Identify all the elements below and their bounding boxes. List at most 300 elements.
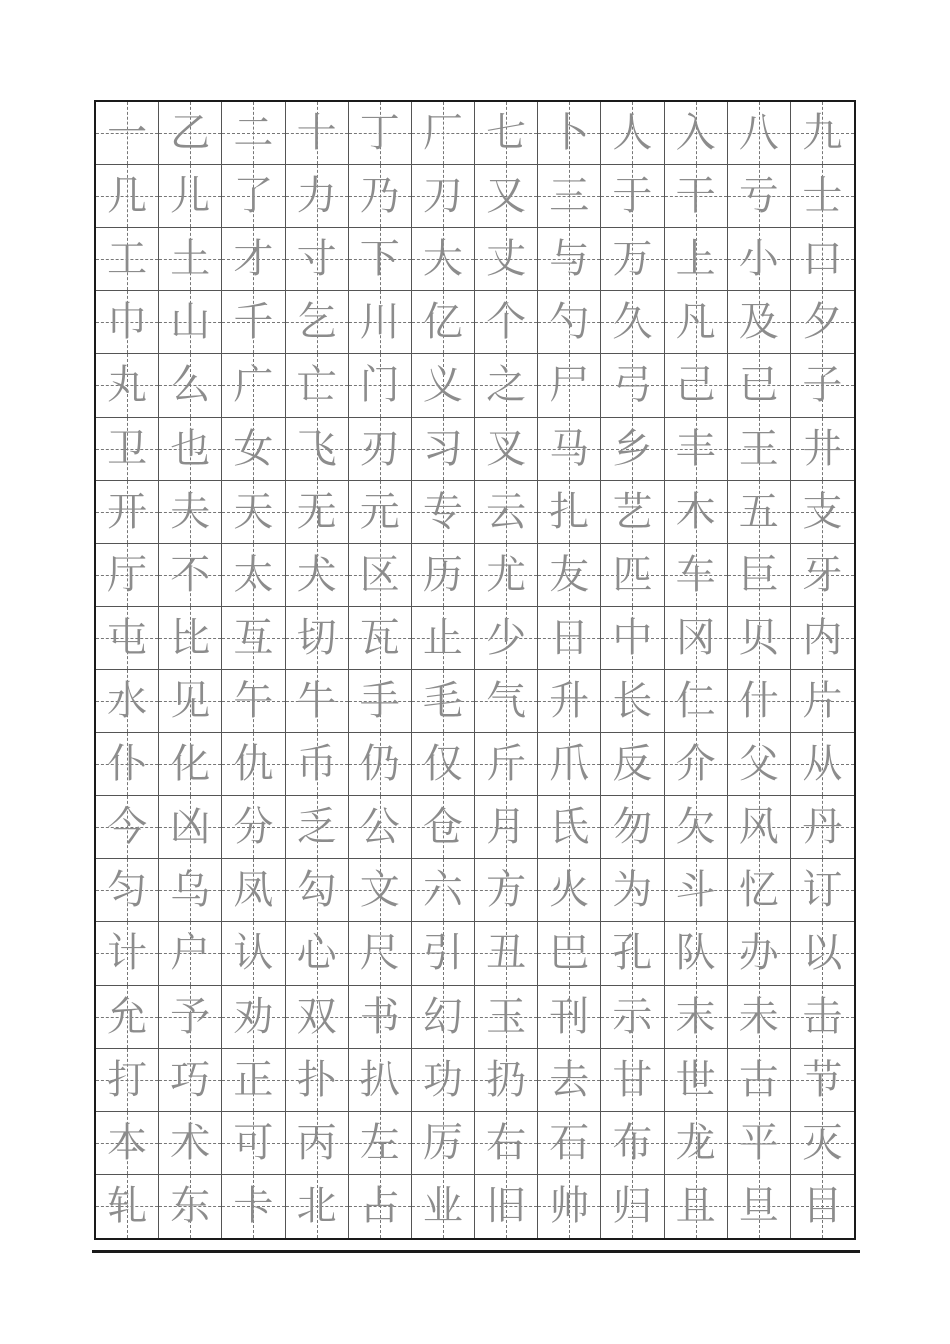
grid-cell	[728, 796, 791, 859]
tracing-character: 北	[296, 1183, 337, 1230]
tracing-character: 予	[170, 993, 211, 1040]
grid-cell	[286, 859, 349, 922]
grid-cell	[412, 481, 475, 544]
tracing-character: 爪	[549, 741, 590, 788]
grid-cell	[159, 1175, 222, 1238]
tracing-character: 风	[738, 804, 779, 851]
grid-cell	[412, 354, 475, 417]
grid-cell	[349, 1112, 412, 1175]
grid-cell	[665, 228, 728, 291]
grid-cell	[791, 859, 854, 922]
tracing-character: 从	[802, 741, 843, 788]
tracing-character: 尺	[359, 930, 400, 977]
grid-cell	[791, 986, 854, 1049]
tracing-character: 亏	[738, 173, 779, 220]
grid-cell	[159, 102, 222, 165]
tracing-character: 节	[802, 1056, 843, 1103]
grid-cell	[412, 544, 475, 607]
grid-cell	[222, 228, 285, 291]
tracing-character: 仅	[422, 741, 463, 788]
tracing-character: 无	[296, 488, 337, 535]
tracing-character: 川	[359, 299, 400, 346]
grid-cell	[475, 1175, 538, 1238]
grid-cell	[222, 1049, 285, 1112]
tracing-character: 孔	[612, 930, 653, 977]
grid-cell	[159, 1112, 222, 1175]
grid-cell	[286, 102, 349, 165]
tracing-character: 六	[422, 867, 463, 914]
grid-cell	[601, 102, 664, 165]
grid-cell	[475, 922, 538, 985]
grid-cell	[665, 544, 728, 607]
tracing-character: 力	[296, 173, 337, 220]
tracing-character: 尸	[549, 362, 590, 409]
grid-cell	[665, 102, 728, 165]
tracing-character: 门	[359, 362, 400, 409]
grid-cell	[159, 922, 222, 985]
grid-cell	[791, 165, 854, 228]
grid-cell	[96, 1049, 159, 1112]
grid-cell	[538, 418, 601, 481]
tracing-character: 户	[170, 930, 211, 977]
tracing-character: 方	[486, 867, 527, 914]
tracing-character: 广	[233, 362, 274, 409]
grid-cell	[159, 354, 222, 417]
grid-cell	[349, 354, 412, 417]
grid-cell	[728, 607, 791, 670]
tracing-character: 乃	[359, 173, 400, 220]
grid-cell	[96, 228, 159, 291]
tracing-character: 允	[107, 993, 148, 1040]
tracing-character: 玉	[486, 993, 527, 1040]
tracing-character: 丑	[486, 930, 527, 977]
grid-cell	[412, 1049, 475, 1112]
tracing-character: 灭	[802, 1119, 843, 1166]
tracing-character: 山	[170, 299, 211, 346]
tracing-character: 大	[422, 236, 463, 283]
grid-cell	[728, 1175, 791, 1238]
tracing-character: 水	[107, 678, 148, 725]
tracing-character: 万	[612, 236, 653, 283]
grid-cell	[538, 165, 601, 228]
grid-cell	[728, 544, 791, 607]
grid-cell	[665, 922, 728, 985]
grid-cell	[601, 418, 664, 481]
grid-cell	[538, 733, 601, 796]
tracing-character: 冈	[675, 614, 716, 661]
grid-cell	[475, 607, 538, 670]
tracing-character: 古	[738, 1056, 779, 1103]
tracing-character: 凶	[170, 804, 211, 851]
grid-cell	[475, 1112, 538, 1175]
grid-cell	[791, 1112, 854, 1175]
tracing-character: 仁	[675, 678, 716, 725]
grid-cell	[791, 418, 854, 481]
grid-cell	[538, 481, 601, 544]
tracing-character: 乌	[170, 867, 211, 914]
grid-cell	[601, 859, 664, 922]
tracing-character: 叉	[486, 425, 527, 472]
grid-cell	[791, 228, 854, 291]
tracing-character: 反	[612, 741, 653, 788]
tracing-character: 子	[802, 362, 843, 409]
grid-cell	[96, 291, 159, 354]
tracing-character: 刃	[359, 425, 400, 472]
tracing-character: 今	[107, 804, 148, 851]
tracing-character: 办	[738, 930, 779, 977]
grid-cell	[96, 354, 159, 417]
tracing-character: 毛	[422, 678, 463, 725]
grid-cell	[665, 354, 728, 417]
tracing-character: 龙	[675, 1119, 716, 1166]
grid-cell	[791, 291, 854, 354]
grid-cell	[601, 670, 664, 733]
tracing-character: 又	[486, 173, 527, 220]
tracing-character: 正	[233, 1056, 274, 1103]
tracing-character: 平	[738, 1119, 779, 1166]
tracing-character: 土	[170, 236, 211, 283]
tracing-character: 五	[738, 488, 779, 535]
grid-cell	[665, 796, 728, 859]
grid-cell	[601, 1112, 664, 1175]
tracing-character: 马	[549, 425, 590, 472]
tracing-character: 占	[359, 1183, 400, 1230]
grid-cell	[665, 418, 728, 481]
grid-cell	[222, 796, 285, 859]
grid-cell	[538, 1112, 601, 1175]
tracing-character: 书	[359, 993, 400, 1040]
tracing-character: 勾	[296, 867, 337, 914]
tracing-character: 人	[612, 110, 653, 157]
tracing-character: 左	[359, 1119, 400, 1166]
tracing-character: 么	[170, 362, 211, 409]
grid-cell	[791, 544, 854, 607]
tracing-character: 化	[170, 741, 211, 788]
tracing-character: 匹	[612, 551, 653, 598]
grid-cell	[791, 733, 854, 796]
tracing-character: 也	[170, 425, 211, 472]
grid-cell	[96, 544, 159, 607]
tracing-character: 丈	[486, 236, 527, 283]
grid-cell	[222, 922, 285, 985]
grid-cell	[791, 796, 854, 859]
grid-cell	[601, 544, 664, 607]
tracing-character: 仇	[233, 741, 274, 788]
grid-cell	[475, 481, 538, 544]
tracing-character: 引	[422, 930, 463, 977]
grid-cell	[222, 859, 285, 922]
grid-cell	[349, 670, 412, 733]
grid-cell	[349, 228, 412, 291]
tracing-character: 介	[675, 741, 716, 788]
grid-cell	[728, 1112, 791, 1175]
grid-cell	[412, 1175, 475, 1238]
tracing-character: 仓	[422, 804, 463, 851]
tracing-character: 之	[486, 362, 527, 409]
grid-cell	[412, 670, 475, 733]
grid-cell	[538, 859, 601, 922]
tracing-character: 扎	[549, 488, 590, 535]
grid-cell	[538, 544, 601, 607]
tracing-character: 且	[675, 1183, 716, 1230]
tracing-character: 二	[233, 110, 274, 157]
tracing-character: 凡	[675, 299, 716, 346]
grid-cell	[349, 796, 412, 859]
grid-cell	[286, 418, 349, 481]
grid-cell	[728, 922, 791, 985]
grid-cell	[286, 733, 349, 796]
tracing-character: 见	[170, 678, 211, 725]
tracing-character: 支	[802, 488, 843, 535]
grid-cell	[412, 165, 475, 228]
tracing-character: 凤	[233, 867, 274, 914]
grid-cell	[728, 165, 791, 228]
grid-cell	[286, 670, 349, 733]
tracing-character: 以	[802, 930, 843, 977]
tracing-character: 火	[549, 867, 590, 914]
tracing-character: 业	[422, 1183, 463, 1230]
tracing-character: 少	[486, 614, 527, 661]
grid-cell	[222, 481, 285, 544]
tracing-character: 木	[675, 488, 716, 535]
tracing-character: 幻	[422, 993, 463, 1040]
tracing-character: 扔	[486, 1056, 527, 1103]
grid-cell	[412, 607, 475, 670]
grid-cell	[412, 796, 475, 859]
grid-cell	[412, 859, 475, 922]
grid-cell	[475, 796, 538, 859]
grid-cell	[728, 418, 791, 481]
grid-cell	[96, 986, 159, 1049]
tracing-character: 公	[359, 804, 400, 851]
grid-cell	[159, 670, 222, 733]
tracing-character: 卡	[233, 1183, 274, 1230]
grid-cell	[728, 1049, 791, 1112]
tracing-character: 互	[233, 614, 274, 661]
tracing-character: 卜	[549, 110, 590, 157]
grid-cell	[665, 481, 728, 544]
grid-cell	[349, 418, 412, 481]
tracing-character: 八	[738, 110, 779, 157]
tracing-character: 本	[107, 1119, 148, 1166]
grid-cell	[791, 670, 854, 733]
tracing-character: 乙	[170, 110, 211, 157]
grid-cell	[475, 165, 538, 228]
tracing-character: 干	[675, 173, 716, 220]
grid-cell	[349, 733, 412, 796]
grid-cell	[728, 354, 791, 417]
grid-cell	[222, 733, 285, 796]
tracing-character: 世	[675, 1056, 716, 1103]
tracing-character: 内	[802, 614, 843, 661]
grid-cell	[728, 291, 791, 354]
grid-cell	[475, 1049, 538, 1112]
tracing-character: 目	[802, 1183, 843, 1230]
tracing-character: 与	[549, 236, 590, 283]
grid-cell	[538, 1049, 601, 1112]
tracing-character: 分	[233, 804, 274, 851]
tracing-character: 认	[233, 930, 274, 977]
grid-cell	[286, 1175, 349, 1238]
tracing-character: 丰	[675, 425, 716, 472]
grid-cell	[286, 796, 349, 859]
grid-cell	[475, 859, 538, 922]
grid-cell	[222, 165, 285, 228]
tracing-character: 女	[233, 425, 274, 472]
tracing-character: 天	[233, 488, 274, 535]
grid-cell	[538, 607, 601, 670]
grid-cell	[538, 291, 601, 354]
grid-cell	[96, 418, 159, 481]
tracing-character: 乞	[296, 299, 337, 346]
grid-cell	[665, 291, 728, 354]
grid-cell	[791, 481, 854, 544]
tracing-character: 元	[359, 488, 400, 535]
tracing-character: 专	[422, 488, 463, 535]
tracing-character: 巧	[170, 1056, 211, 1103]
tracing-character: 义	[422, 362, 463, 409]
grid-cell	[412, 102, 475, 165]
tracing-character: 比	[170, 614, 211, 661]
grid-cell	[665, 986, 728, 1049]
grid-cell	[286, 607, 349, 670]
tracing-character: 仍	[359, 741, 400, 788]
tracing-character: 日	[549, 614, 590, 661]
grid-cell	[791, 1175, 854, 1238]
grid-cell	[412, 418, 475, 481]
grid-cell	[665, 1049, 728, 1112]
grid-cell	[286, 481, 349, 544]
tracing-character: 飞	[296, 425, 337, 472]
grid-cell	[601, 354, 664, 417]
tracing-character: 儿	[170, 173, 211, 220]
tracing-character: 巾	[107, 299, 148, 346]
grid-cell	[222, 544, 285, 607]
grid-cell	[96, 481, 159, 544]
grid-cell	[791, 922, 854, 985]
grid-cell	[286, 986, 349, 1049]
grid-cell	[601, 1175, 664, 1238]
tracing-character: 寸	[296, 236, 337, 283]
tracing-character: 丁	[359, 110, 400, 157]
grid-cell	[665, 670, 728, 733]
tracing-character: 升	[549, 678, 590, 725]
tracing-character: 厂	[422, 110, 463, 157]
grid-cell	[475, 228, 538, 291]
tracing-character: 石	[549, 1119, 590, 1166]
grid-cell	[665, 1175, 728, 1238]
grid-cell	[665, 1112, 728, 1175]
grid-cell	[349, 986, 412, 1049]
tracing-character: 队	[675, 930, 716, 977]
tracing-character: 乏	[296, 804, 337, 851]
bottom-rule	[92, 1250, 860, 1253]
grid-cell	[222, 607, 285, 670]
tracing-character: 牙	[802, 551, 843, 598]
tracing-character: 甘	[612, 1056, 653, 1103]
tracing-character: 上	[675, 236, 716, 283]
grid-cell	[728, 228, 791, 291]
tracing-character: 右	[486, 1119, 527, 1166]
grid-cell	[601, 922, 664, 985]
grid-cell	[159, 607, 222, 670]
grid-cell	[286, 354, 349, 417]
grid-cell	[96, 859, 159, 922]
grid-cell	[475, 102, 538, 165]
tracing-character: 艺	[612, 488, 653, 535]
tracing-character: 止	[422, 614, 463, 661]
tracing-character: 口	[802, 236, 843, 283]
grid-cell	[538, 986, 601, 1049]
grid-cell	[96, 733, 159, 796]
grid-cell	[349, 922, 412, 985]
tracing-character: 功	[422, 1056, 463, 1103]
tracing-character: 太	[233, 551, 274, 598]
tracing-character: 王	[738, 425, 779, 472]
grid-cell	[222, 986, 285, 1049]
tracing-character: 弓	[612, 362, 653, 409]
grid-cell	[665, 165, 728, 228]
grid-cell	[665, 733, 728, 796]
tracing-character: 友	[549, 551, 590, 598]
tracing-character: 打	[107, 1056, 148, 1103]
grid-cell	[538, 922, 601, 985]
tracing-character: 丸	[107, 362, 148, 409]
tracing-character: 工	[107, 236, 148, 283]
grid-cell	[286, 228, 349, 291]
grid-cell	[96, 102, 159, 165]
grid-cell	[791, 607, 854, 670]
grid-cell	[728, 986, 791, 1049]
grid-cell	[222, 354, 285, 417]
tracing-character: 术	[170, 1119, 211, 1166]
grid-cell	[159, 859, 222, 922]
tracing-character: 文	[359, 867, 400, 914]
grid-cell	[222, 291, 285, 354]
tracing-character: 布	[612, 1119, 653, 1166]
grid-cell	[601, 165, 664, 228]
grid-cell	[538, 1175, 601, 1238]
grid-cell	[286, 544, 349, 607]
tracing-character: 气	[486, 678, 527, 725]
grid-cell	[159, 796, 222, 859]
grid-cell	[222, 102, 285, 165]
grid-cell	[791, 1049, 854, 1112]
grid-cell	[728, 733, 791, 796]
grid-cell	[538, 796, 601, 859]
tracing-character: 下	[359, 236, 400, 283]
grid-cell	[601, 986, 664, 1049]
tracing-character: 丹	[802, 804, 843, 851]
grid-cell	[601, 481, 664, 544]
grid-cell	[349, 544, 412, 607]
tracing-character: 亿	[422, 299, 463, 346]
grid-cell	[728, 102, 791, 165]
tracing-character: 匀	[107, 867, 148, 914]
tracing-character: 车	[675, 551, 716, 598]
tracing-character: 瓦	[359, 614, 400, 661]
tracing-character: 为	[612, 867, 653, 914]
grid-cell	[96, 165, 159, 228]
grid-cell	[96, 1112, 159, 1175]
tracing-character: 区	[359, 551, 400, 598]
tracing-character: 去	[549, 1056, 590, 1103]
tracing-character: 切	[296, 614, 337, 661]
tracing-character: 才	[233, 236, 274, 283]
tracing-character: 巨	[738, 551, 779, 598]
tracing-character: 卫	[107, 425, 148, 472]
grid-cell	[159, 418, 222, 481]
